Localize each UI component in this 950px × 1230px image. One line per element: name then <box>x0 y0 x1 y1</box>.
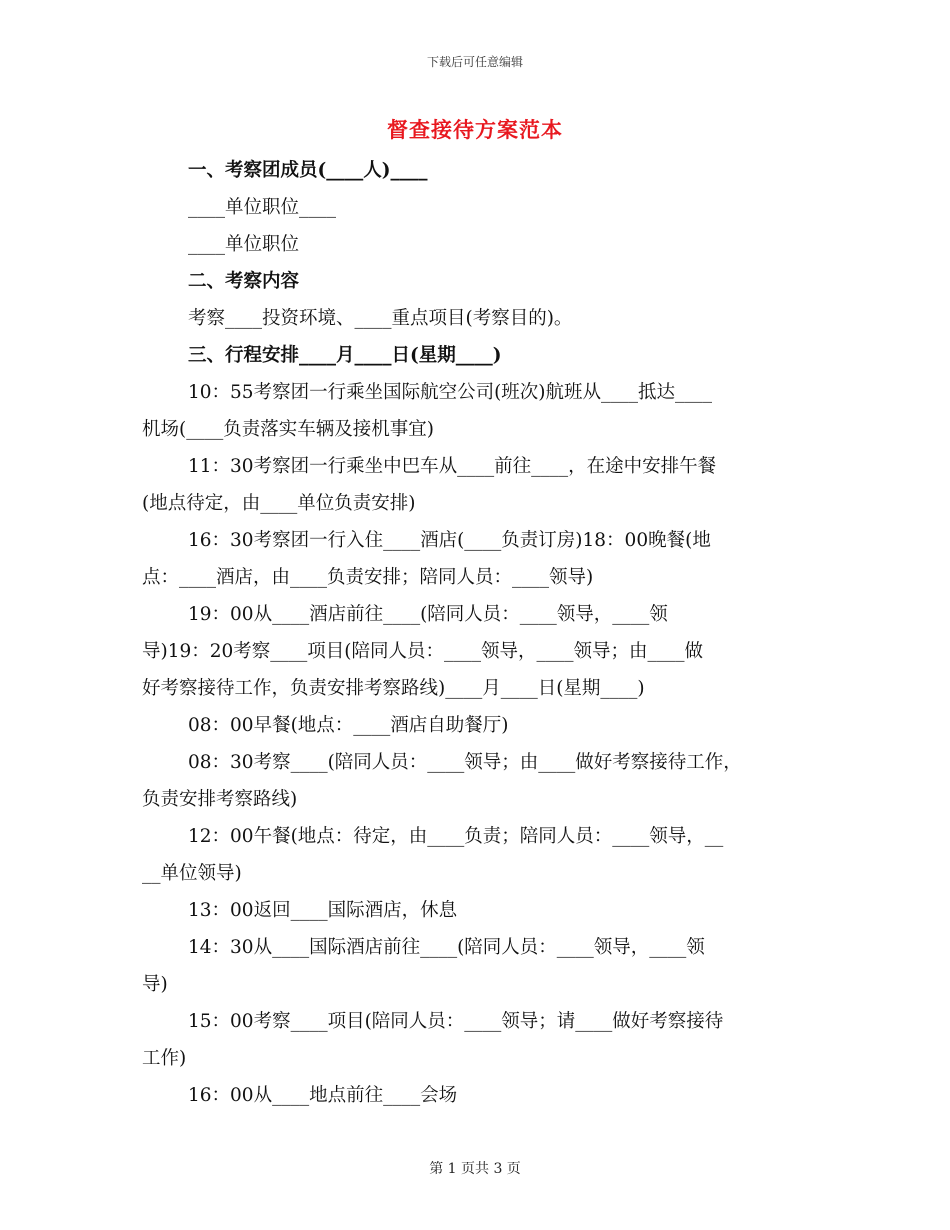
schedule-line: 13：00返回____国际酒店，休息 <box>188 900 458 921</box>
schedule-line: 16：30考察团一行入住____酒店(____负责订房)18：00晚餐(地 <box>188 530 711 551</box>
schedule-line: 16：00从____地点前往____会场 <box>188 1085 458 1106</box>
schedule-line: 12：00午餐(地点：待定，由____负责；陪同人员：____领导，__ <box>188 826 724 847</box>
document-title: 督查接待方案范本 <box>387 117 563 142</box>
header-note: 下载后可任意编辑 <box>426 55 523 69</box>
document-body <box>142 152 810 1114</box>
schedule-line: __单位领导) <box>142 863 242 884</box>
content-line: 考察____投资环境、____重点项目(考察目的)。 <box>188 308 573 329</box>
section-heading-schedule: 三、行程安排____月____日(星期____) <box>188 345 502 366</box>
schedule-line: 10：55考察团一行乘坐国际航空公司(班次)航班从____抵达____ <box>188 382 713 403</box>
schedule-line: 08：00早餐(地点：____酒店自助餐厅) <box>188 715 509 736</box>
member-line-1: ____单位职位____ <box>188 197 337 218</box>
schedule-line: 19：00从____酒店前往____(陪同人员：____领导，____领 <box>188 604 668 625</box>
schedule-line: 11：30考察团一行乘坐中巴车从____前往____，在途中安排午餐 <box>188 456 717 477</box>
member-line-2: ____单位职位 <box>188 234 300 255</box>
schedule-line: 工作) <box>142 1048 187 1069</box>
schedule-line: 机场(____负责落实车辆及接机事宜) <box>142 419 434 440</box>
schedule-line: (地点待定，由____单位负责安排) <box>142 493 416 514</box>
schedule-line: 08：30考察____(陪同人员：____领导；由____做好考察接待工作， <box>188 752 742 773</box>
page-number: 第 1 页共 3 页 <box>429 1161 521 1177</box>
schedule-line: 好考察接待工作，负责安排考察路线)____月____日(星期____) <box>142 678 645 699</box>
schedule-line: 14：30从____国际酒店前往____(陪同人员：____领导，____领 <box>188 937 705 958</box>
schedule-line: 15：00考察____项目(陪同人员：____领导；请____做好考察接待 <box>188 1011 724 1032</box>
schedule-line: 负责安排考察路线) <box>142 789 298 810</box>
schedule-line: 导)19：20考察____项目(陪同人员：____领导，____领导；由____做 <box>142 641 704 662</box>
schedule-line: 导) <box>142 974 168 995</box>
schedule-line: 点：____酒店，由____负责安排；陪同人员：____领导) <box>142 567 594 588</box>
section-heading-members: 一、考察团成员(____人)____ <box>188 160 428 181</box>
section-heading-content: 二、考察内容 <box>188 271 300 292</box>
